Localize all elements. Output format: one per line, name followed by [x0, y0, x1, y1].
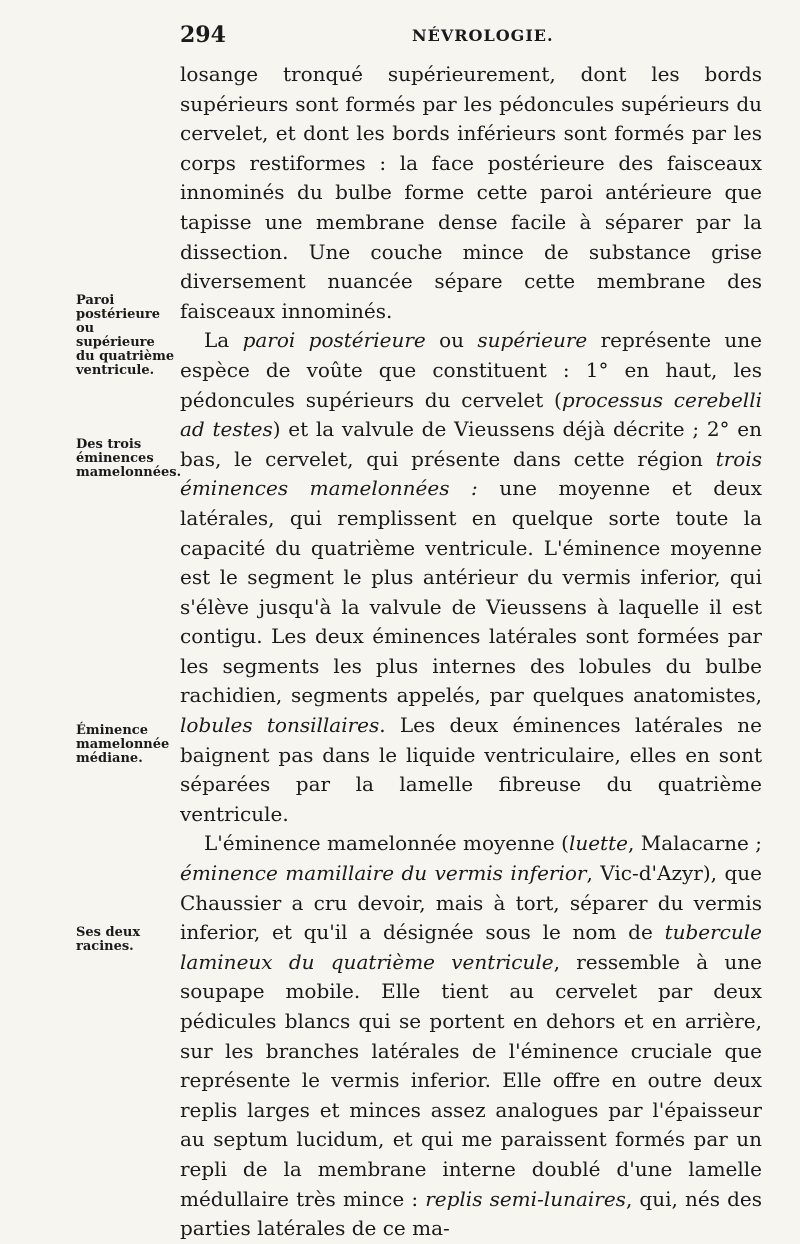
text-run: . Les deux éminences latérales ne baignent pas dans le liquide ventriculaire, elles en sont séparées par la lamelle fibreuse du quatrième ventricule.: [180, 713, 763, 826]
margin-note-eminences: Des trois éminences mamelonnées.: [76, 437, 182, 480]
margin-note-paroi: Paroi postérieure ou supérieure du quatrième ventricule.: [76, 293, 175, 378]
text-run: La: [204, 328, 243, 353]
italic-term: processus cerebelli ad testes: [180, 387, 763, 442]
text-run: , qui, nés des parties latérales de ce ma-: [180, 1186, 762, 1241]
page-number: 294: [180, 22, 226, 48]
paragraph-1: losange tronqué supérieurement, dont les bords supérieurs sont formés par les pédoncules supérieurs du cervelet, et dont les bords inférieurs sont formés par les corps restiformes : la face postérieure des faisceaux innominés du bulbe forme cette paroi antérieure que tapisse une membrane dense facile à séparer par la dissection. Une couche mince de substance grise diversement nuancée sépare cette membrane des faisceaux innominés.: [180, 62, 762, 323]
text-run: ou: [425, 328, 478, 353]
running-title: NÉVROLOGIE.: [412, 26, 554, 45]
paragraph-3: [180, 829, 762, 1243]
text-run: représente une espèce de voûte que constituent : 1° en haut, les pédoncules supérieurs du cervelet (: [180, 328, 763, 412]
page-header: [180, 22, 760, 52]
italic-term: éminence mamillaire du vermis inferior: [180, 861, 587, 886]
text-run: , ressemble à une soupape mobile. Elle tient au cervelet par deux pédicules blancs qui se portent en dehors et en arrière, sur les branches latérales de l'éminence cruciale que représente le vermis inferior. Elle offre en outre deux replis larges et minces assez analogues par l'épaisseur au septum lucidum, et qui me paraissent formés par un repli de la membrane interne doublé d'une lamelle médullaire très mince :: [180, 949, 762, 1211]
text-run: L'éminence mamelonnée moyenne (: [204, 831, 569, 856]
italic-term: trois éminences mamelonnées :: [180, 446, 762, 501]
italic-term: luette: [568, 831, 628, 856]
italic-term: tubercule lamineux du quatrième ventricule: [180, 920, 762, 974]
text-run: ) et la valvule de Vieussens déjà décrite ; 2° en bas, le cervelet, qui présente dans cette région: [180, 417, 762, 471]
main-text: [180, 60, 762, 1244]
italic-term: replis semi-lunaires: [425, 1186, 626, 1211]
italic-term: paroi postérieure: [242, 328, 426, 353]
italic-term: lobules tonsillaires: [180, 713, 380, 738]
text-run: une moyenne et deux latérales, qui remplissent en quelque sorte toute la capacité du quatrième ventricule. L'éminence moyenne est le segment le plus antérieur du vermis inferior, qui s'élève jusqu'à la valvule de Vieussens à laquelle il est contigu. Les deux éminences latérales sont formées par les segments les plus internes des lobules du bulbe rachidien, segments appelés, par quelques anatomistes,: [180, 476, 763, 708]
margin-note-eminence-mediane: Éminence mamelonnée médiane.: [76, 723, 170, 766]
text-run: , Vic-d'Azyr), que Chaussier a cru devoir, mais à tort, séparer du vermis inferior, et qu'il a désignée sous le nom de: [180, 861, 762, 945]
paragraph-2: [180, 326, 762, 829]
italic-term: supérieure: [477, 328, 588, 353]
margin-note-racines: Ses deux racines.: [76, 925, 141, 954]
text-run: , Malacarne ;: [627, 831, 762, 856]
